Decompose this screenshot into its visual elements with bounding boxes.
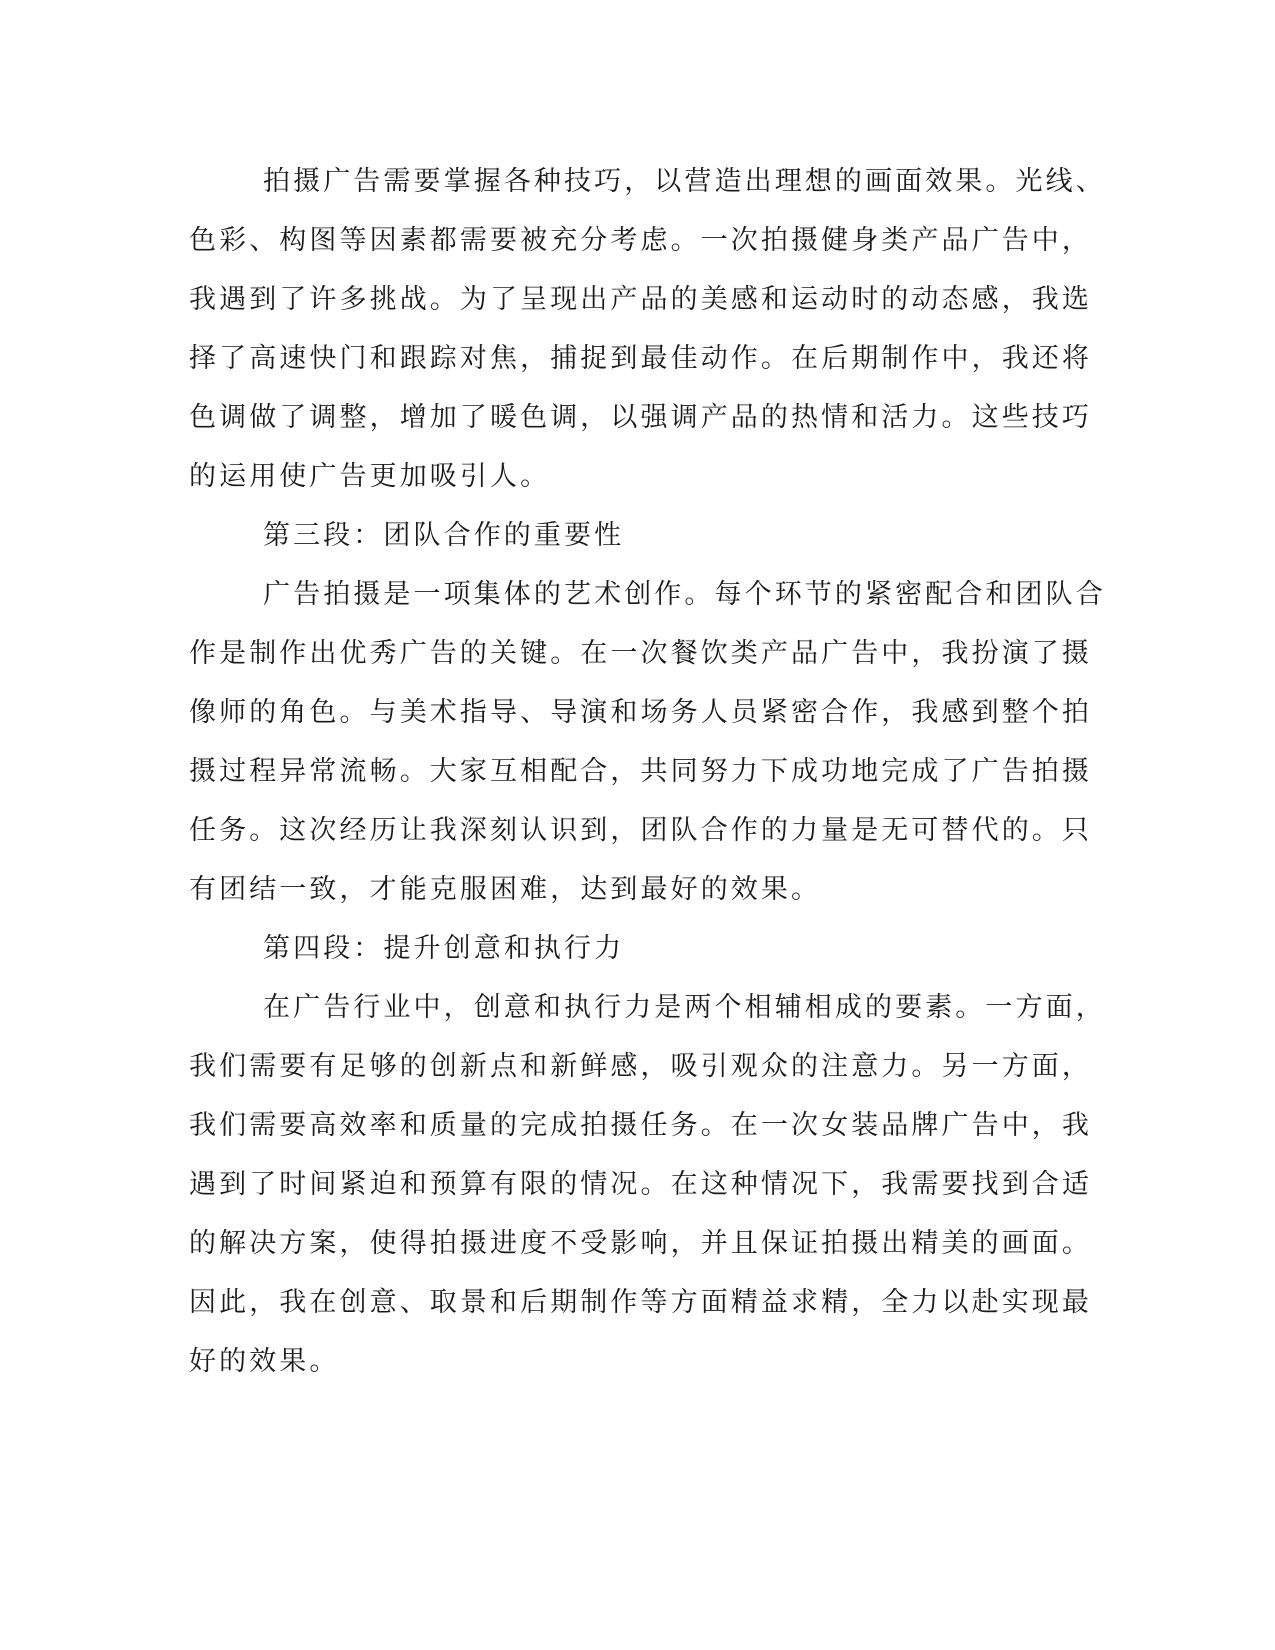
paragraph-line: 色彩、构图等因素都需要被充分考虑。一次拍摄健身类产品广告中， xyxy=(189,225,1092,256)
paragraph-line: 我遇到了许多挑战。为了呈现出产品的美感和运动时的动态感，我选 xyxy=(189,284,1092,315)
paragraph-line: 我们需要高效率和质量的完成拍摄任务。在一次女装品牌广告中，我 xyxy=(189,1110,1092,1141)
paragraph-line: 拍摄广告需要掌握各种技巧，以营造出理想的画面效果。光线、 xyxy=(263,166,1106,197)
paragraph-line: 作是制作出优秀广告的关键。在一次餐饮类产品广告中，我扮演了摄 xyxy=(189,638,1092,669)
paragraph-line: 任务。这次经历让我深刻认识到，团队合作的力量是无可替代的。只 xyxy=(189,815,1092,846)
section-heading: 第三段：团队合作的重要性 xyxy=(263,520,625,551)
paragraph-line: 的解决方案，使得拍摄进度不受影响，并且保证拍摄出精美的画面。 xyxy=(189,1228,1092,1259)
paragraph-line: 有团结一致，才能克服困难，达到最好的效果。 xyxy=(189,874,822,905)
paragraph-line: 我们需要有足够的创新点和新鲜感，吸引观众的注意力。另一方面， xyxy=(189,1051,1092,1082)
paragraph-line: 遇到了时间紧迫和预算有限的情况。在这种情况下，我需要找到合适 xyxy=(189,1169,1092,1200)
section-heading: 第四段：提升创意和执行力 xyxy=(263,933,625,964)
paragraph-line: 因此，我在创意、取景和后期制作等方面精益求精，全力以赴实现最 xyxy=(189,1287,1092,1318)
paragraph-line: 像师的角色。与美术指导、导演和场务人员紧密合作，我感到整个拍 xyxy=(189,697,1092,728)
paragraph-line: 择了高速快门和跟踪对焦，捕捉到最佳动作。在后期制作中，我还将 xyxy=(189,343,1092,374)
paragraph-line: 摄过程异常流畅。大家互相配合，共同努力下成功地完成了广告拍摄 xyxy=(189,756,1092,787)
paragraph-line: 色调做了调整，增加了暖色调，以强调产品的热情和活力。这些技巧 xyxy=(189,402,1092,433)
paragraph-line: 在广告行业中，创意和执行力是两个相辅相成的要素。一方面， xyxy=(263,992,1106,1023)
paragraph-line: 好的效果。 xyxy=(189,1346,340,1377)
paragraph-line: 的运用使广告更加吸引人。 xyxy=(189,461,551,492)
paragraph-line: 广告拍摄是一项集体的艺术创作。每个环节的紧密配合和团队合 xyxy=(263,579,1106,610)
